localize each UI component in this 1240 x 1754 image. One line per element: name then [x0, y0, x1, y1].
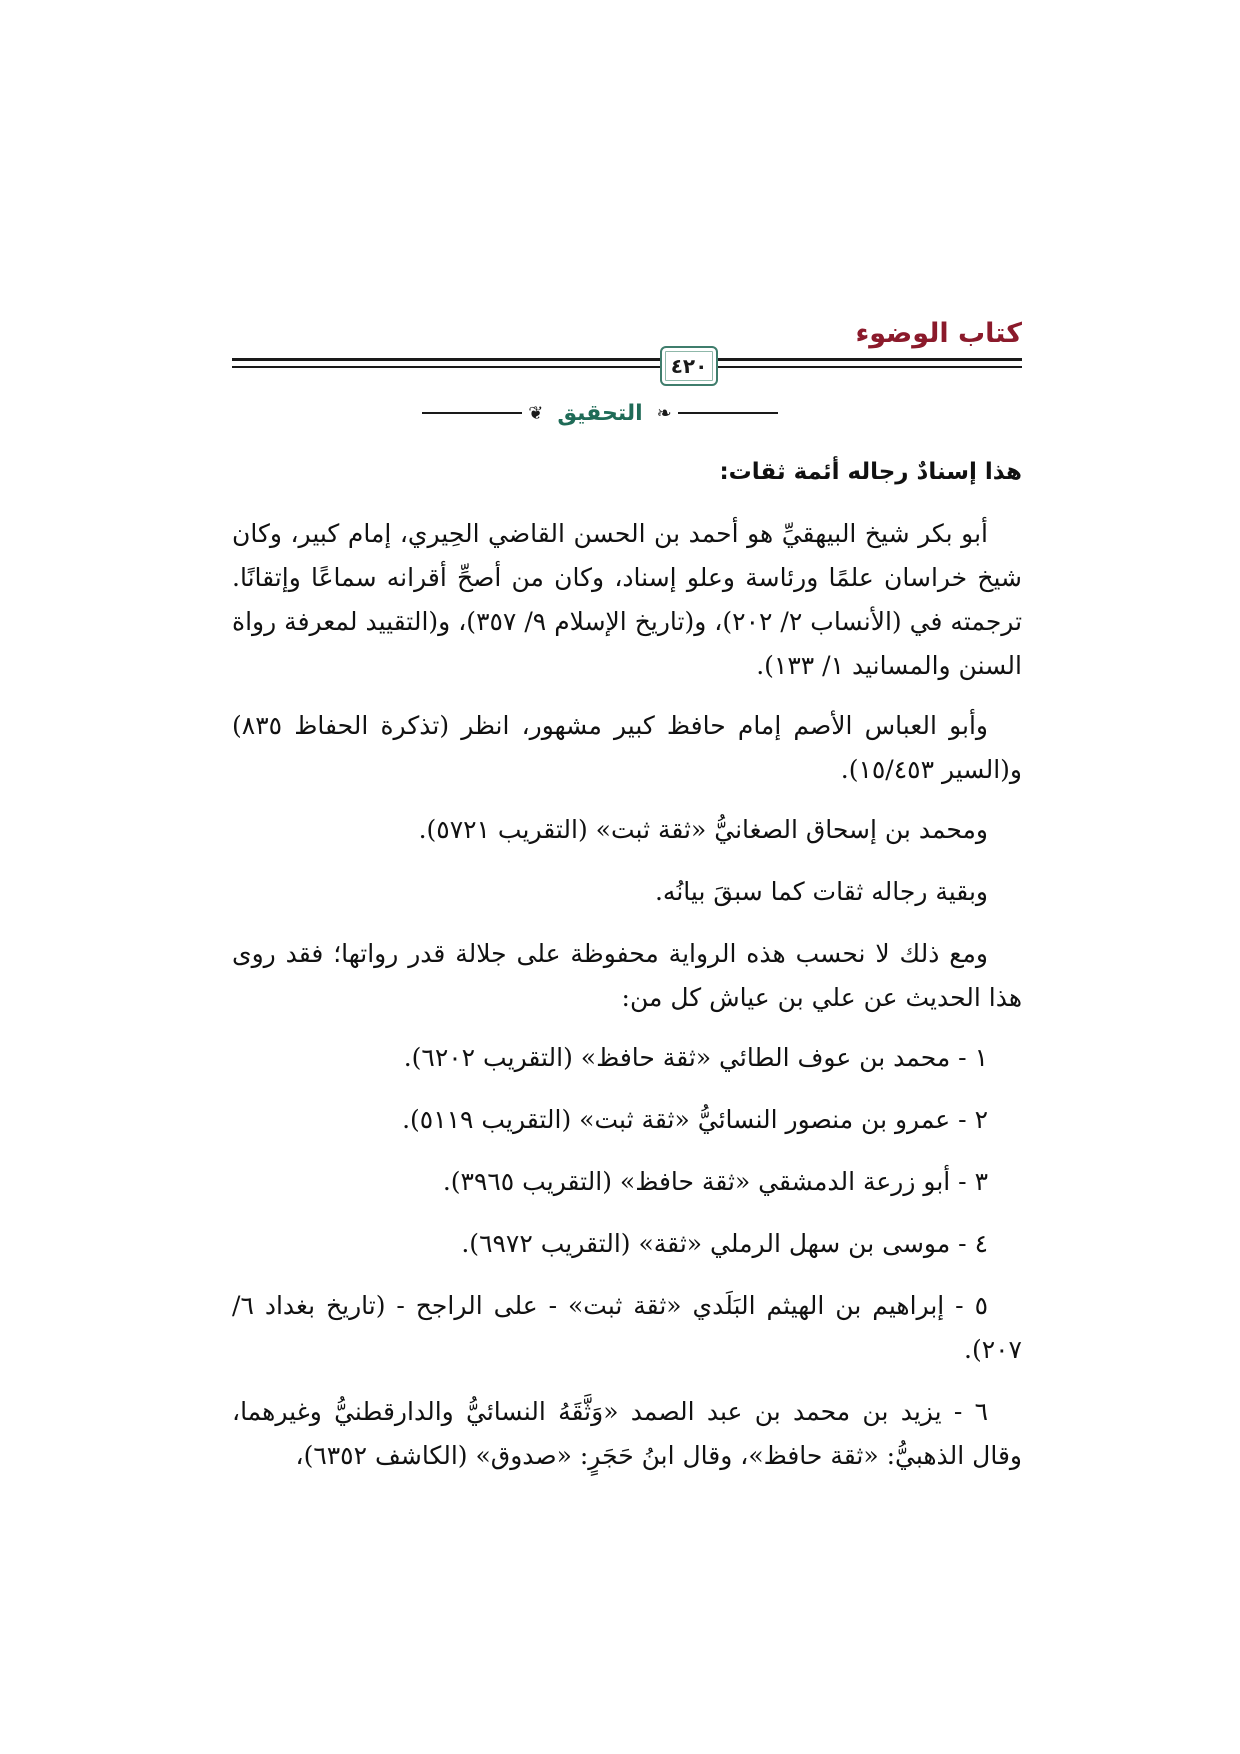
page-header [232, 318, 1022, 390]
book-title: كتاب الوضوء [855, 318, 1022, 349]
section-title: التحقيق [557, 400, 643, 426]
ornament-line-right [678, 412, 778, 414]
ornament-line-left [422, 412, 522, 414]
paragraph: ومحمد بن إسحاق الصغانيُّ «ثقة ثبت» (التقريب ٥٧٢١). [418, 815, 988, 844]
list-item: ٥ - إبراهيم بن الهيثم البَلَدي «ثقة ثبت» - على الراجح - (تاريخ بغداد ٦/ ٢٠٧). [232, 1291, 1022, 1364]
list-item: ٤ - موسى بن سهل الرملي «ثقة» (التقريب ٦٩٧٢). [461, 1229, 988, 1258]
paragraph: وبقية رجاله ثقات كما سبقَ بيانُه. [654, 877, 988, 906]
subheading: هذا إسنادٌ رجاله أئمة ثقات: [719, 459, 1022, 485]
ornament-icon: ❦ [528, 402, 544, 424]
list-item: ٦ - يزيد بن محمد بن عبد الصمد «وَثَّقَهُ النسائيُّ والدارقطنيُّ وغيرهما، وقال الذهبيُّ: «ثقة حافظ»، وقال ابنُ حَجَرٍ: «صدوق» (الكاشف ٦٣٥٢)، [232, 1397, 1022, 1470]
page-number-badge [660, 346, 718, 386]
paragraph: أبو بكر شيخ البيهقيِّ هو أحمد بن الحسن القاضي الحِيري، إمام كبير، وكان شيخ خراسان علمًا ورئاسة وعلو إسناد، وكان من أصحِّ أقرانه سماعًا وإتقانًا. ترجمته في (الأنساب ٢/ ٢٠٢)، و(تاريخ الإسلام ٩/ ٣٥٧)، و(التقييد لمعرفة رواة السنن والمسانيد ١/ ١٣٣). [232, 519, 1023, 680]
header-rule-thin [232, 366, 1022, 368]
list-item: ١ - محمد بن عوف الطائي «ثقة حافظ» (التقريب ٦٢٠٢). [403, 1043, 988, 1072]
ornament-icon: ❧ [656, 402, 672, 424]
page-body [232, 450, 1022, 1496]
section-heading [380, 398, 820, 428]
list-item: ٣ - أبو زرعة الدمشقي «ثقة حافظ» (التقريب ٣٩٦٥). [442, 1167, 988, 1196]
header-rule [232, 358, 1022, 361]
paragraph: وأبو العباس الأصم إمام حافظ كبير مشهور، انظر (تذكرة الحفاظ ٨٣٥) و(السير ١٥/٤٥٣). [232, 711, 1022, 784]
list-item: ٢ - عمرو بن منصور النسائيُّ «ثقة ثبت» (التقريب ٥١١٩). [402, 1105, 988, 1134]
page-number: ٤٢٠ [670, 354, 708, 378]
paragraph: ومع ذلك لا نحسب هذه الرواية محفوظة على جلالة قدر رواتها؛ فقد روى هذا الحديث عن علي بن عياش كل من: [232, 939, 1022, 1012]
